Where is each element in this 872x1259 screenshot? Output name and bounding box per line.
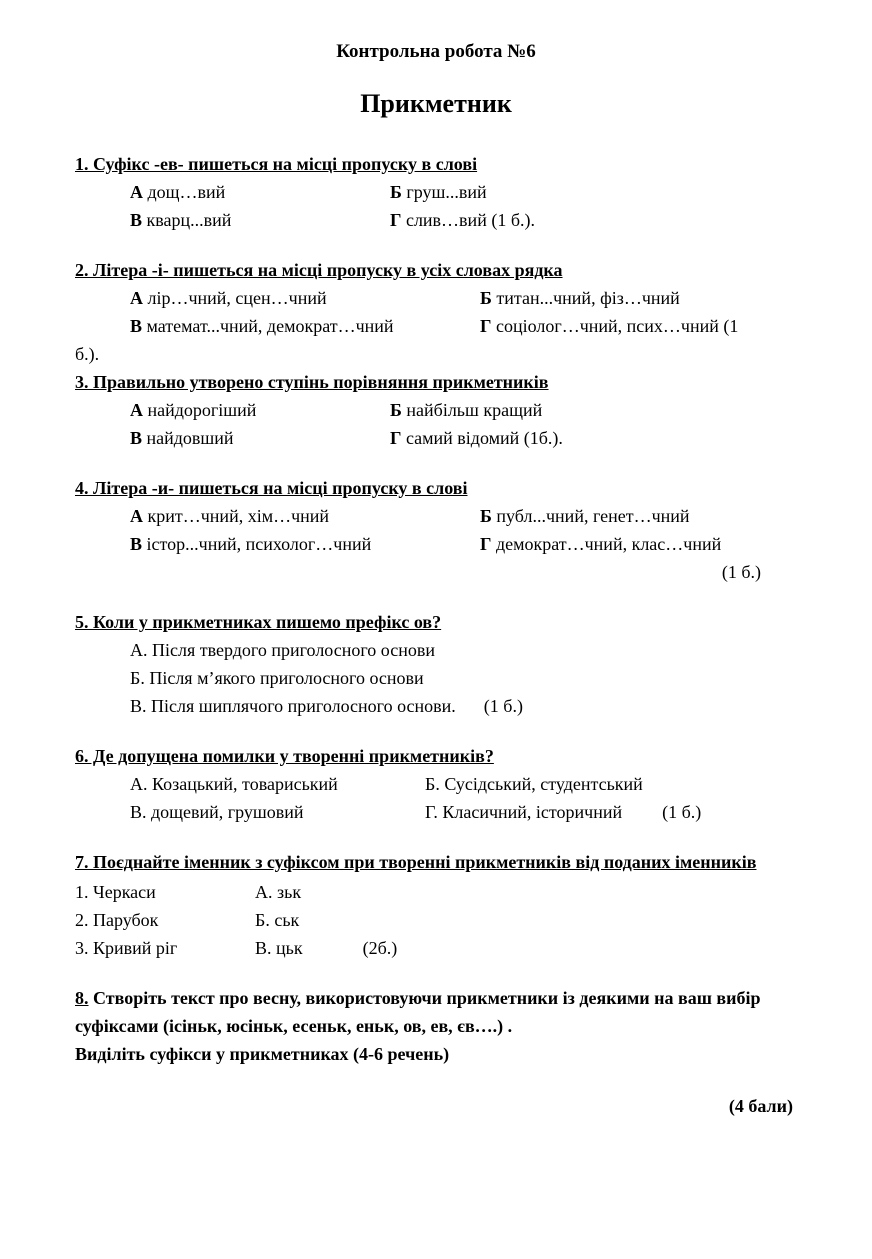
option-letter: В <box>130 534 143 554</box>
question-5-points: (1 б.) <box>483 696 523 716</box>
option-text: крит…чний, хім…чний <box>147 506 330 526</box>
option-text: слив…вий (1 б.). <box>405 210 535 230</box>
option-letter: Б <box>480 506 492 526</box>
question-4 <box>75 474 797 586</box>
matching-suffix-text: В. цьк <box>255 938 303 958</box>
option-text: найдовший <box>146 428 234 448</box>
question-6-options <box>130 770 797 826</box>
question-2-heading: 2. Літера -і- пишеться на місці пропуску в усіх словах рядка <box>75 260 563 280</box>
option-text: Г. Класичний, історичний <box>425 802 623 822</box>
option <box>130 530 480 558</box>
matching-row <box>75 906 797 934</box>
option-letter: В <box>130 316 143 336</box>
question-2 <box>75 256 797 368</box>
option-letter: Г <box>390 428 402 448</box>
matching-noun: 3. Кривий ріг <box>75 938 178 958</box>
question-1 <box>75 150 797 234</box>
question-8-points: (4 бали) <box>728 1096 793 1116</box>
option <box>480 312 797 340</box>
question-8 <box>75 984 797 1120</box>
question-5-options <box>130 636 797 720</box>
question-7 <box>75 848 797 962</box>
option <box>480 502 797 530</box>
matching-noun: 2. Парубок <box>75 910 159 930</box>
option-letter: А <box>130 400 143 420</box>
question-2-options <box>130 284 797 340</box>
option-text: дощ…вий <box>147 182 226 202</box>
option <box>130 396 390 424</box>
option-text: найдорогіший <box>147 400 257 420</box>
question-3-options <box>130 396 797 452</box>
option <box>480 284 797 312</box>
option <box>425 798 797 826</box>
option-text: істор...чний, психолог…чний <box>146 534 372 554</box>
option-text: груш...вий <box>406 182 487 202</box>
option-letter: Б <box>390 400 402 420</box>
question-8-text <box>75 984 797 1040</box>
option-text: демократ…чний, клас…чний <box>495 534 722 554</box>
question-3-heading: 3. Правильно утворено ступінь порівняння прикметників <box>75 372 549 392</box>
question-7-points: (2б.) <box>362 938 398 958</box>
option: Б. Сусідський, студентський <box>425 774 643 794</box>
option-letter: В <box>130 210 143 230</box>
option-letter: Г <box>480 534 492 554</box>
option <box>130 312 480 340</box>
option: А. Козацький, товариський <box>130 774 338 794</box>
option <box>130 178 390 206</box>
option: В. дощевий, грушовий <box>130 802 304 822</box>
option: А. Після твердого приголосного основи <box>130 640 436 660</box>
question-3 <box>75 368 797 452</box>
question-6 <box>75 742 797 826</box>
option <box>480 530 797 558</box>
question-6-points: (1 б.) <box>662 802 702 822</box>
option <box>130 424 390 452</box>
option-letter: А <box>130 506 143 526</box>
option <box>390 424 797 452</box>
question-1-heading: 1. Суфікс -ев- пишеться на місці пропуску в слові <box>75 154 478 174</box>
option-text: математ...чний, демократ…чний <box>146 316 394 336</box>
question-7-pairs <box>75 878 797 962</box>
option: Б. Після м’якого приголосного основи <box>130 668 424 688</box>
option-text: титан...чний, фіз…чний <box>496 288 680 308</box>
question-2-overflow: б.). <box>75 344 100 364</box>
option-letter: Б <box>390 182 402 202</box>
option-letter: А <box>130 182 143 202</box>
question-4-options <box>130 502 797 558</box>
question-4-points: (1 б.) <box>721 562 761 582</box>
option-letter: А <box>130 288 143 308</box>
matching-suffix: Б. ськ <box>255 910 300 930</box>
question-8-body-2: Виділіть суфікси у прикметниках (4-6 речень) <box>75 1044 450 1064</box>
option <box>130 284 480 312</box>
option-letter: Г <box>480 316 492 336</box>
option <box>130 206 390 234</box>
question-6-heading: 6. Де допущена помилки у творенні прикметників? <box>75 746 494 766</box>
option-text: соціолог…чний, псих…чний (1 <box>495 316 739 336</box>
option-text: самий відомий (1б.). <box>405 428 563 448</box>
question-5 <box>75 608 797 720</box>
doc-title: Контрольна робота №6 <box>336 41 536 62</box>
doc-subtitle: Прикметник <box>360 89 512 118</box>
option-text: публ...чний, генет…чний <box>496 506 690 526</box>
option <box>390 396 797 424</box>
question-4-heading: 4. Літера -и- пишеться на місці пропуску в слові <box>75 478 468 498</box>
matching-row <box>75 878 797 906</box>
option-letter: Б <box>480 288 492 308</box>
option <box>130 692 797 720</box>
option <box>390 206 797 234</box>
option-text: лір…чний, сцен…чний <box>147 288 327 308</box>
matching-suffix <box>255 934 797 962</box>
option-text: В. Після шиплячого приголосного основи. <box>130 696 456 716</box>
question-8-body: Створіть текст про весну, використовуючи прикметники із деякими на ваш вибір суфіксами (ісіньк, юсіньк, есеньк, еньк, ов, ев, єв….) . <box>75 988 761 1036</box>
question-8-number: 8. <box>75 988 89 1008</box>
option-letter: В <box>130 428 143 448</box>
option-text: кварц...вий <box>146 210 232 230</box>
option-letter: Г <box>390 210 402 230</box>
matching-row <box>75 934 797 962</box>
matching-suffix: А. зьк <box>255 882 302 902</box>
option <box>130 502 480 530</box>
question-5-heading: 5. Коли у прикметниках пишемо префікс ов? <box>75 612 442 632</box>
matching-noun: 1. Черкаси <box>75 882 156 902</box>
question-7-heading: 7. Поєднайте іменник з суфіксом при творенні прикметників від поданих іменників <box>75 852 757 872</box>
option-text: найбільш кращий <box>406 400 543 420</box>
question-1-options <box>130 178 797 234</box>
option <box>390 178 797 206</box>
